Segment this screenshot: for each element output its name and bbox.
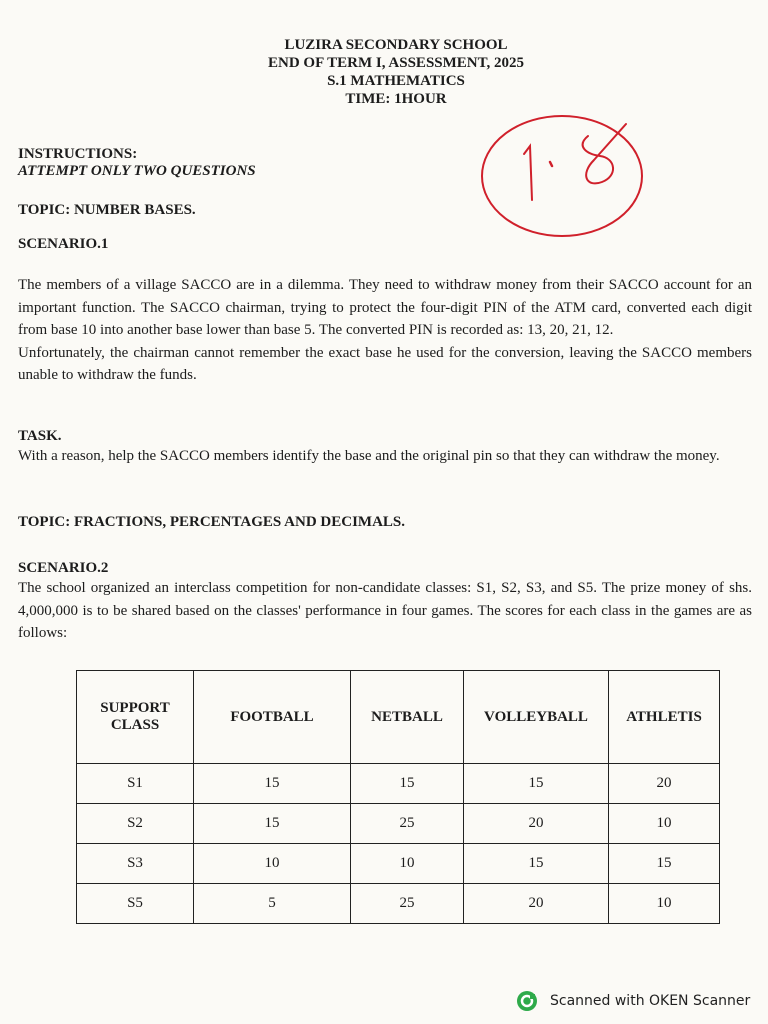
- table-row: [77, 884, 720, 924]
- table-row: [77, 844, 720, 884]
- table-cell: 5: [194, 884, 351, 924]
- header-athletis: ATHLETIS: [609, 671, 720, 764]
- exam-header: [0, 36, 768, 108]
- header-support-class: SUPPORT CLASS: [77, 671, 194, 764]
- scenario1-body: [18, 274, 752, 387]
- scenario1-para2: Unfortunately, the chairman cannot remember the exact base he used for the conversion, leaving the SACCO members unable to withdraw the funds.: [18, 344, 752, 383]
- header-volleyball: VOLLEYBALL: [464, 671, 609, 764]
- table-cell: S3: [77, 844, 194, 884]
- table-cell: S5: [77, 884, 194, 924]
- table-header-row: [77, 671, 720, 764]
- table-cell: 20: [609, 764, 720, 804]
- school-name: LUZIRA SECONDARY SCHOOL: [284, 37, 508, 53]
- scanner-watermark: [516, 990, 750, 1012]
- table-cell: 15: [194, 764, 351, 804]
- instructions: [18, 146, 752, 180]
- time-line: TIME: 1HOUR: [345, 91, 447, 107]
- oken-scanner-logo-icon: [516, 990, 538, 1012]
- table-cell: 10: [609, 804, 720, 844]
- header-football: FOOTBALL: [194, 671, 351, 764]
- task-text: With a reason, help the SACCO members identify the base and the original pin so that they can withdraw the money.: [18, 448, 720, 464]
- table-cell: 25: [351, 884, 464, 924]
- table-cell: S1: [77, 764, 194, 804]
- subject-line: S.1 MATHEMATICS: [327, 73, 465, 89]
- scenario1-heading: SCENARIO.1: [18, 236, 109, 252]
- table-row: [77, 764, 720, 804]
- topic-fractions: TOPIC: FRACTIONS, PERCENTAGES AND DECIMALS.: [18, 514, 405, 530]
- scores-table: [76, 670, 720, 924]
- table-cell: S2: [77, 804, 194, 844]
- task-heading: TASK.: [18, 428, 62, 444]
- table-cell: 20: [464, 804, 609, 844]
- table-cell: 25: [351, 804, 464, 844]
- table-cell: 10: [351, 844, 464, 884]
- task-section: [18, 428, 752, 468]
- scenario1-para1: The members of a village SACCO are in a dilemma. They need to withdraw money from their SACCO account for an important function. The SACCO chairman, trying to protect the four-digit PIN of the ATM card, converted each digit from base 10 into another base lower than base 5. The converted PIN is recorded as: 13, 20, 21, 12.: [18, 277, 752, 338]
- scenario2-heading: SCENARIO.2: [18, 560, 109, 576]
- table-cell: 15: [464, 764, 609, 804]
- scenario2-section: [18, 560, 752, 645]
- table-cell: 10: [609, 884, 720, 924]
- scanner-text: Scanned with OKEN Scanner: [550, 993, 751, 1009]
- instructions-heading: INSTRUCTIONS:: [18, 146, 138, 162]
- topic-number-bases: TOPIC: NUMBER BASES.: [18, 202, 196, 218]
- table-cell: 10: [194, 844, 351, 884]
- header-netball: NETBALL: [351, 671, 464, 764]
- table-cell: 15: [609, 844, 720, 884]
- table-cell: 15: [464, 844, 609, 884]
- instructions-text: ATTEMPT ONLY TWO QUESTIONS: [18, 163, 256, 179]
- scenario2-text: The school organized an interclass competition for non-candidate classes: S1, S2, S3, and S5. The prize money of shs. 4,000,000 is to be shared based on the classes' performance in four games. The scores for each class in the games are as follows:: [18, 580, 752, 641]
- table-cell: 15: [351, 764, 464, 804]
- term-line: END OF TERM I, ASSESSMENT, 2025: [267, 55, 525, 71]
- table-row: [77, 804, 720, 844]
- table-cell: 15: [194, 804, 351, 844]
- table-cell: 20: [464, 884, 609, 924]
